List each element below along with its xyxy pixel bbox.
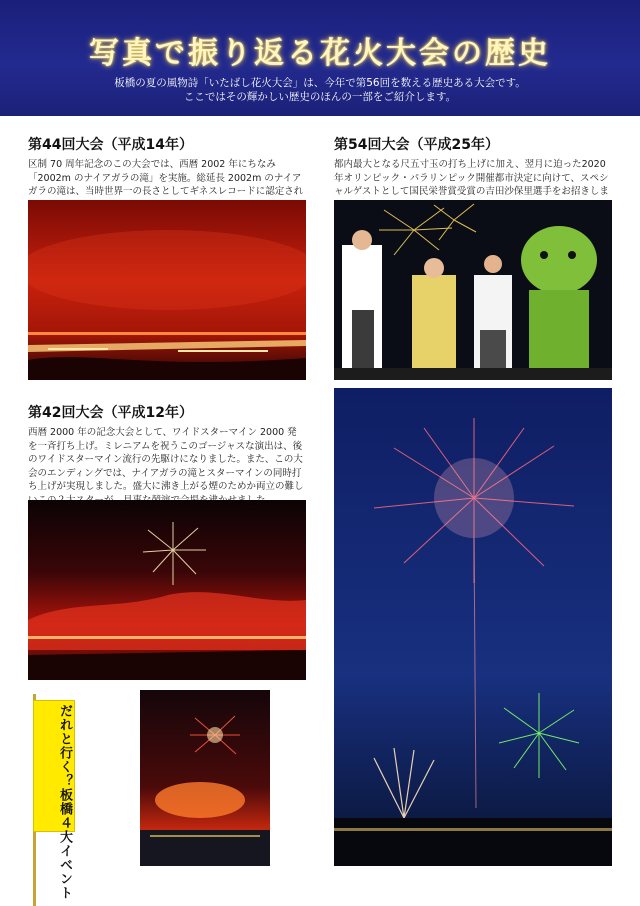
event-flag-text: だれと行く？板橋４大イベント bbox=[57, 704, 72, 900]
page-title: 写真で振り返る花火大会の歴史 bbox=[89, 36, 551, 71]
page-subtitle bbox=[0, 76, 640, 104]
subtitle-line-2: ここではその輝かしい歴史のほんの一部をご紹介します。 bbox=[183, 91, 457, 103]
section-44-title: 第44回大会（平成14年） bbox=[28, 137, 193, 153]
section-42-title: 第42回大会（平成12年） bbox=[28, 405, 193, 421]
guests-photo bbox=[334, 200, 612, 380]
section-54-title: 第54回大会（平成25年） bbox=[334, 137, 499, 153]
niagara-falls-photo bbox=[28, 200, 306, 380]
niagara-starmine-photo bbox=[140, 690, 270, 866]
section-54-text: 都内最大となる尺五寸玉の打ち上げに加え、翌月に迫った2020年オリンピック・パラリンピック開催都市決定に向けて、スペシャルゲストとして国民栄誉賞受賞の吉田沙保里選手をお招きしま bbox=[334, 159, 609, 197]
section-42-text: 西暦 2000 年の記念大会として、ワイドスターマイン 2000 発を一斉打ち上げ。ミレニアムを祝うこのゴージャスな演出は、後のワイドスターマイン流行の先駆けになりました。また、この大会のエンディングでは、ナイアガラの滝とスターマインの同時打ち上げが実現しました。盛大に沸き上がる煙のためか両立の難し bbox=[28, 427, 304, 492]
subtitle-line-1: 板橋の夏の風物詩「いたばし花火大会」は、今年で第56回を数える歴史ある大会です。 bbox=[114, 77, 526, 89]
large-fireworks-photo bbox=[334, 388, 612, 866]
starmine-photo bbox=[28, 500, 306, 680]
section-44-text: 区制 70 周年記念のこの大会では、西暦 2002 年にちなみ「2002m のナイアガラの滝」を実施。総延長 2002m のナイアガラの滝は、当時世界一の長さとしてギネスレコードに認定され bbox=[28, 159, 304, 197]
